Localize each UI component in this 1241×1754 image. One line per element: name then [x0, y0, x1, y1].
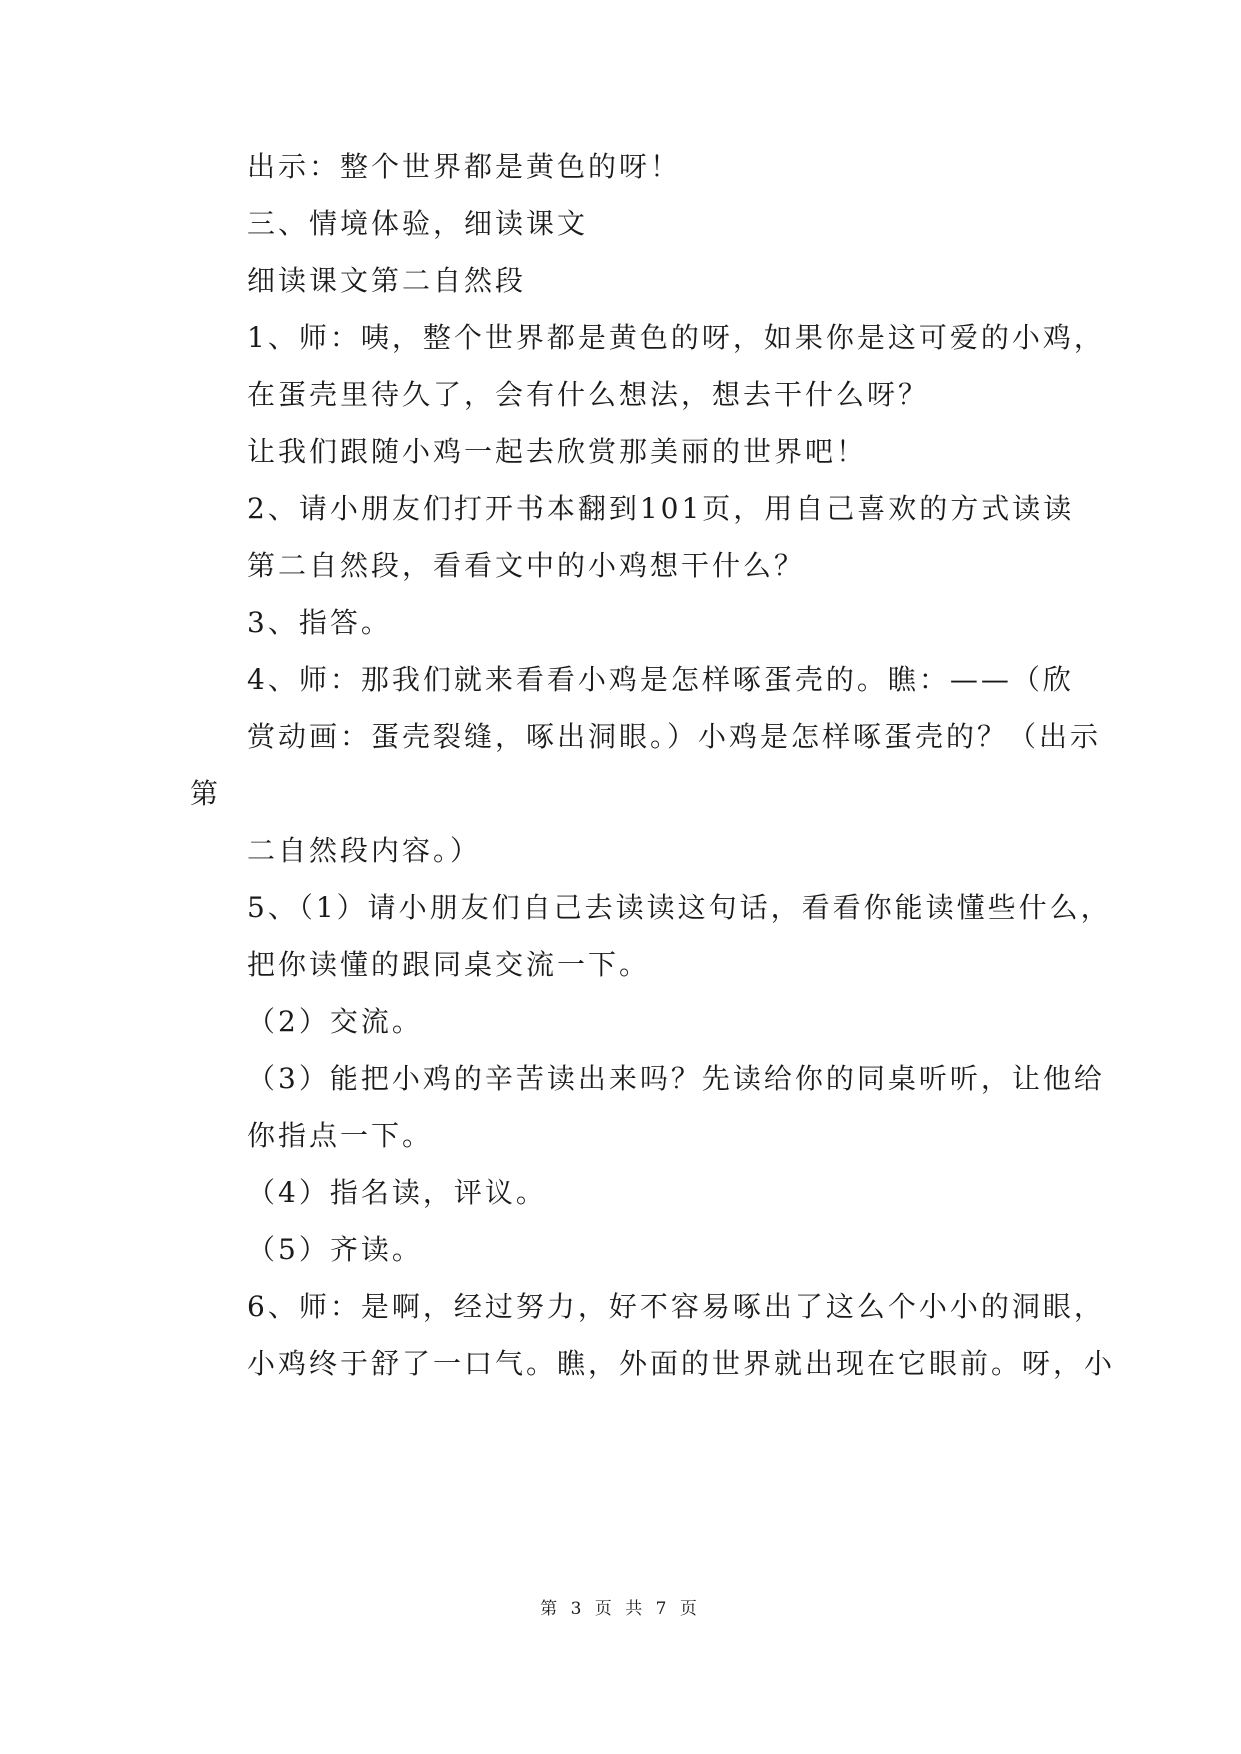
text-line: 6、师：是啊，经过努力，好不容易啄出了这么个小小的洞眼，	[247, 1290, 1105, 1323]
text-line: （2）交流。	[247, 1005, 423, 1038]
text-line: 第二自然段，看看文中的小鸡想干什么？	[247, 549, 806, 582]
text-line: （4）指名读，评议。	[247, 1176, 547, 1209]
text-line: 让我们跟随小鸡一起去欣赏那美丽的世界吧！	[247, 435, 868, 468]
text-line: 出示：整个世界都是黄色的呀！	[247, 150, 682, 183]
text-line: 你指点一下。	[247, 1119, 434, 1152]
text-line: 二自然段内容。）	[247, 834, 482, 867]
text-line: 第	[190, 777, 222, 810]
text-line: 2、请小朋友们打开书本翻到101页，用自己喜欢的方式读读	[247, 492, 1075, 525]
text-line: 把你读懂的跟同桌交流一下。	[247, 948, 651, 981]
text-line: （5）齐读。	[247, 1233, 423, 1266]
text-line: 3、指答。	[247, 606, 392, 639]
text-line: 1、师：咦，整个世界都是黄色的呀，如果你是这可爱的小鸡，	[247, 321, 1105, 354]
page-footer: 第 3 页 共 7 页	[540, 1599, 701, 1619]
text-line: （3）能把小鸡的辛苦读出来吗？先读给你的同桌听听，让他给	[247, 1062, 1105, 1095]
text-line: 5、（1）请小朋友们自己去读读这句话，看看你能读懂些什么，	[247, 891, 1112, 924]
text-line: 在蛋壳里待久了，会有什么想法，想去干什么呀？	[247, 378, 930, 411]
subsection-heading: 细读课文第二自然段	[247, 264, 527, 297]
text-line: 赏动画：蛋壳裂缝，啄出洞眼。）小鸡是怎样啄蛋壳的？（出示	[247, 720, 1102, 753]
text-line: 4、师：那我们就来看看小鸡是怎样啄蛋壳的。瞧：——（欣	[247, 663, 1074, 696]
text-line: 小鸡终于舒了一口气。瞧，外面的世界就出现在它眼前。呀，小	[247, 1347, 1116, 1380]
section-heading: 三、情境体验，细读课文	[247, 207, 589, 240]
